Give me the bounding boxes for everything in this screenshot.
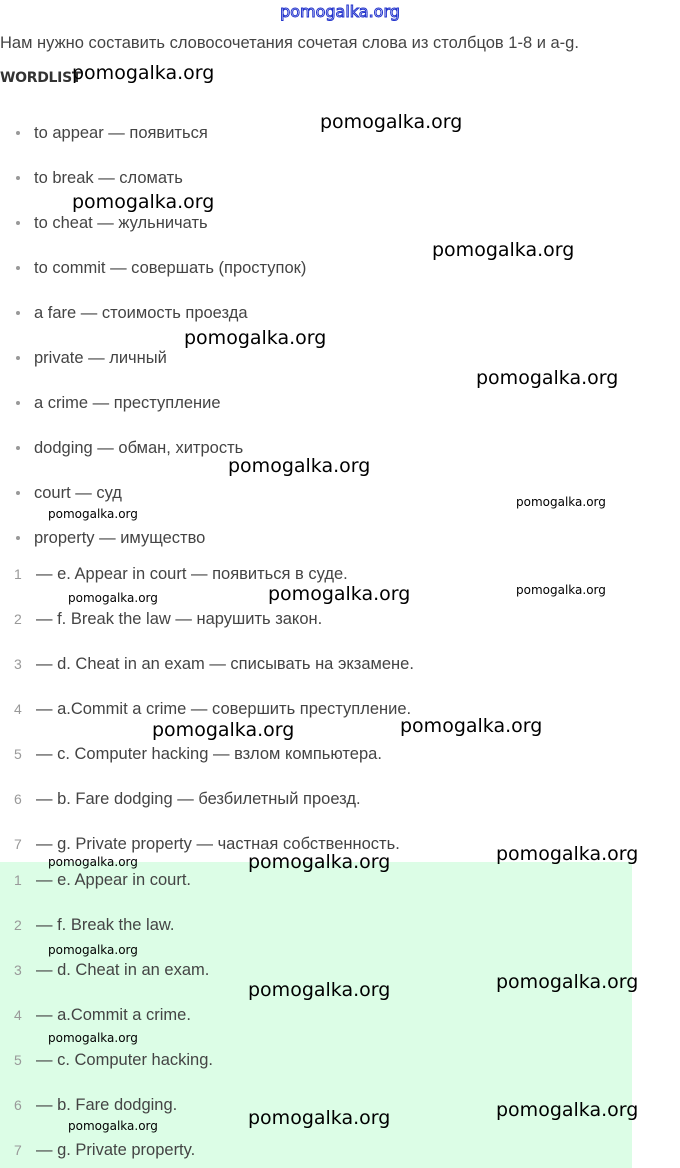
answer-row: [0, 916, 174, 935]
match-number: 7: [14, 836, 22, 852]
wordlist-item: [16, 259, 306, 278]
watermark: pomogalka.org: [432, 239, 575, 261]
answer-row: [0, 1006, 191, 1025]
bullet-icon: [16, 536, 20, 540]
watermark: pomogalka.org: [228, 455, 371, 477]
bullet-icon: [16, 446, 20, 450]
answer-number: 7: [14, 1142, 22, 1158]
bullet-icon: [16, 221, 20, 225]
watermark: pomogalka.org: [248, 979, 391, 1001]
match-text: — f. Break the law — нарушить закон.: [36, 610, 323, 628]
watermark: pomogalka.org: [476, 367, 619, 389]
wordlist-item-text: private — личный: [34, 349, 167, 367]
wordlist-item: [16, 304, 248, 323]
answer-text: — d. Cheat in an exam.: [36, 961, 210, 979]
answer-text: — c. Computer hacking.: [36, 1051, 213, 1069]
wordlist-item: [16, 214, 208, 233]
answer-text: — a.Commit a crime.: [36, 1006, 191, 1024]
wordlist-item: [16, 439, 243, 458]
match-text: — d. Cheat in an exam — списывать на экзамене.: [36, 655, 414, 673]
wordlist-item: [16, 394, 221, 413]
match-text: — g. Private property — частная собственность.: [36, 835, 400, 853]
watermark: pomogalka.org: [68, 1119, 158, 1133]
bullet-icon: [16, 401, 20, 405]
answer-text: — f. Break the law.: [36, 916, 175, 934]
wordlist-item: [16, 349, 167, 368]
answer-text: — b. Fare dodging.: [36, 1096, 178, 1114]
answer-number: 2: [14, 917, 22, 933]
answer-text: — g. Private property.: [36, 1141, 196, 1159]
match-number: 5: [14, 746, 22, 762]
watermark: pomogalka.org: [320, 111, 463, 133]
wordlist-item-text: court — суд: [34, 484, 122, 502]
wordlist-item-text: to cheat — жульничать: [34, 214, 208, 232]
wordlist-item-text: property — имущество: [34, 529, 206, 547]
watermark: pomogalka.org: [516, 583, 606, 597]
watermark: pomogalka.org: [496, 971, 639, 993]
answer-number: 4: [14, 1007, 22, 1023]
match-row: [0, 745, 382, 764]
answer-text: — e. Appear in court.: [36, 871, 192, 889]
match-row: [0, 610, 322, 629]
watermark: pomogalka.org: [48, 943, 138, 957]
watermark: pomogalka.org: [268, 583, 411, 605]
wordlist-item: [16, 484, 122, 503]
watermark: pomogalka.org: [48, 507, 138, 521]
bullet-icon: [16, 176, 20, 180]
wordlist-item-text: a fare — стоимость проезда: [34, 304, 248, 322]
watermark: pomogalka.org: [72, 191, 215, 213]
wordlist-item-text: to commit — совершать (проступок): [34, 259, 307, 277]
answer-number: 5: [14, 1052, 22, 1068]
bullet-icon: [16, 131, 20, 135]
watermark: pomogalka.org: [152, 719, 295, 741]
watermark: pomogalka.org: [68, 591, 158, 605]
bullet-icon: [16, 356, 20, 360]
answer-number: 1: [14, 872, 22, 888]
wordlist-item: [16, 124, 208, 143]
answer-number: 6: [14, 1097, 22, 1113]
match-number: 1: [14, 566, 22, 582]
watermark: pomogalka.org: [400, 715, 543, 737]
watermark: pomogalka.org: [248, 851, 391, 873]
match-row: [0, 655, 414, 674]
match-number: 4: [14, 701, 22, 717]
match-text: — a.Commit a crime — совершить преступление.: [36, 700, 412, 718]
answer-row: [0, 1096, 177, 1115]
match-row: [0, 790, 361, 809]
answer-row: [0, 871, 191, 890]
site-logo[interactable]: pomogalka.org: [280, 2, 400, 21]
match-row: [0, 700, 411, 719]
bullet-icon: [16, 491, 20, 495]
watermark: pomogalka.org: [516, 495, 606, 509]
wordlist-item: [16, 529, 205, 548]
answer-row: [0, 961, 209, 980]
watermark: pomogalka.org: [496, 843, 639, 865]
match-number: 2: [14, 611, 22, 627]
wordlist-item-text: dodging — обман, хитрость: [34, 439, 244, 457]
match-number: 3: [14, 656, 22, 672]
answer-row: [0, 1141, 195, 1160]
answer-row: [0, 1051, 213, 1070]
wordlist-item-text: a crime — преступление: [34, 394, 221, 412]
watermark: pomogalka.org: [48, 855, 138, 869]
match-text: — b. Fare dodging — безбилетный проезд.: [36, 790, 361, 808]
match-text: — e. Appear in court — появиться в суде.: [36, 565, 348, 583]
watermark: pomogalka.org: [248, 1107, 391, 1129]
watermark: pomogalka.org: [496, 1099, 639, 1121]
bullet-icon: [16, 266, 20, 270]
watermark: pomogalka.org: [48, 1031, 138, 1045]
watermark: pomogalka.org: [184, 327, 327, 349]
match-number: 6: [14, 791, 22, 807]
intro-text: Нам нужно составить словосочетания сочетая слова из столбцов 1-8 и a-g.: [0, 34, 579, 52]
bullet-icon: [16, 311, 20, 315]
wordlist-item: [16, 169, 183, 188]
watermark: pomogalka.org: [72, 62, 215, 84]
match-row: [0, 565, 348, 584]
wordlist-title: WORDLIST: [0, 70, 82, 86]
wordlist-item-text: to break — сломать: [34, 169, 183, 187]
wordlist-item-text: to appear — появиться: [34, 124, 208, 142]
answer-number: 3: [14, 962, 22, 978]
match-text: — c. Computer hacking — взлом компьютера.: [36, 745, 382, 763]
